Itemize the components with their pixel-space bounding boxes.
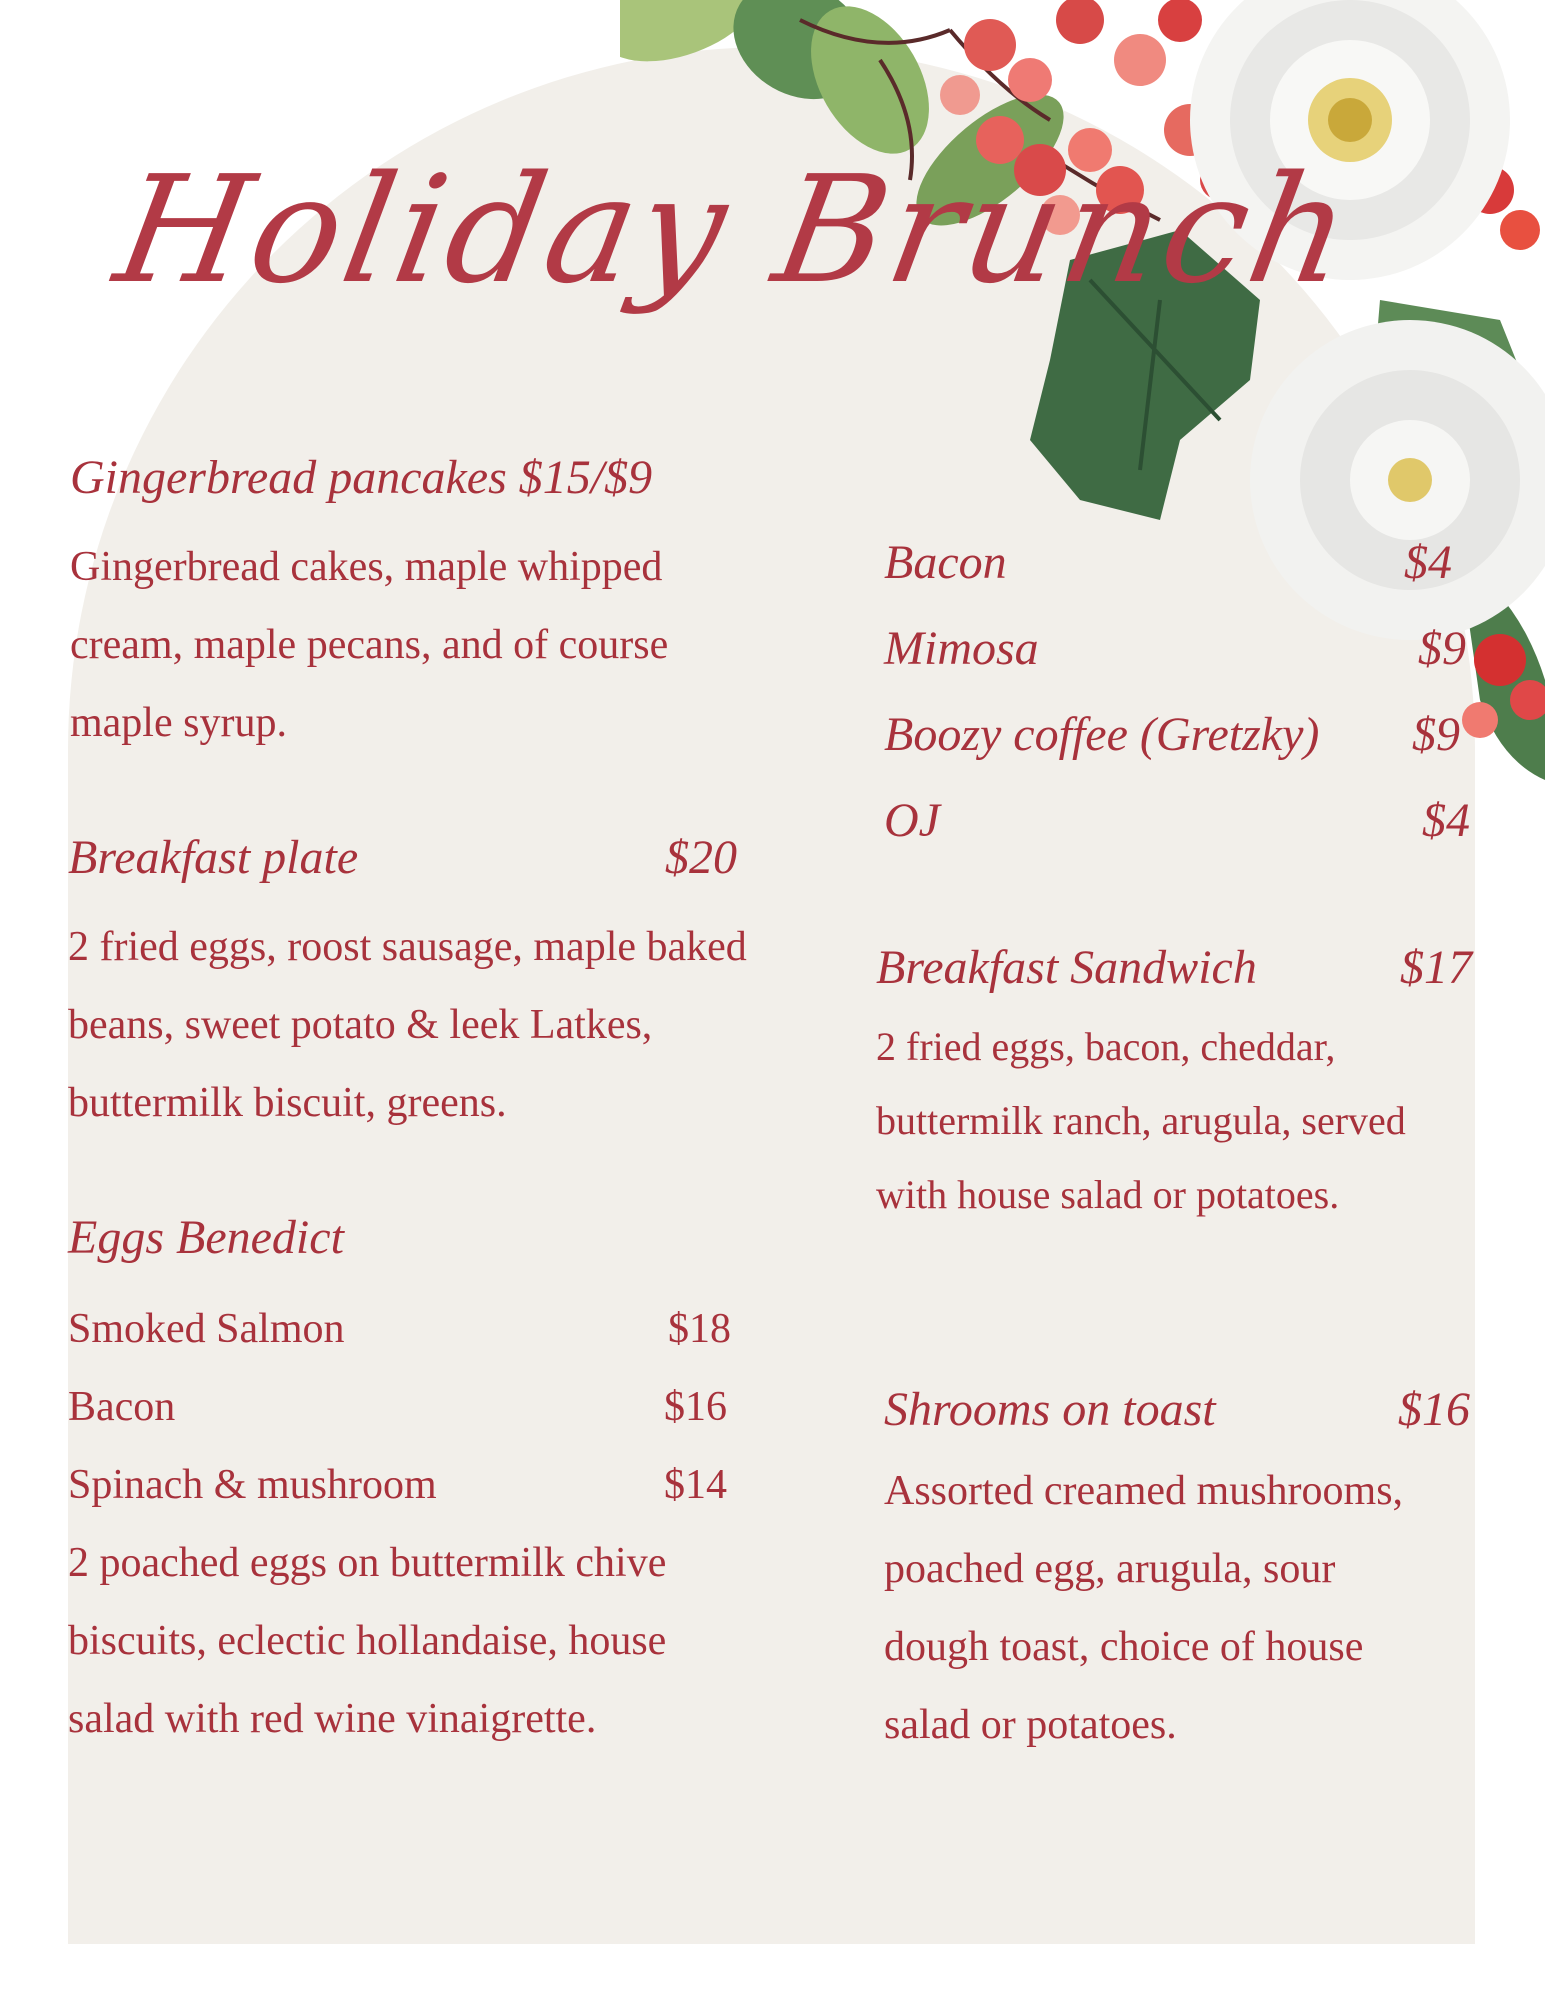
breakfast-plate-header (68, 828, 768, 888)
extra-item-price: $4 (1422, 794, 1470, 847)
extra-item-price: $9 (1418, 622, 1466, 675)
benedict-option-name: Smoked Salmon (68, 1306, 345, 1352)
extra-item-name: Boozy coffee (Gretzky) (884, 708, 1320, 761)
extra-item-name: OJ (884, 794, 940, 847)
benedict-option-price: $14 (664, 1462, 727, 1508)
eggs-benedict-options (68, 1290, 748, 1524)
benedict-option-name: Spinach & mushroom (68, 1462, 437, 1508)
benedict-option-price: $16 (664, 1384, 727, 1430)
benedict-option-price: $18 (668, 1306, 731, 1352)
gingerbread-description: Gingerbread cakes, maple whipped cream, maple pecans, and of course maple syrup. (70, 544, 669, 746)
eggs-benedict-description: 2 poached eggs on buttermilk chive biscuits, eclectic hollandaise, house salad with red wine vinaigrette. (68, 1540, 667, 1742)
benedict-option (68, 1446, 748, 1524)
extra-item (884, 692, 1484, 778)
extra-item-name: Bacon (884, 536, 1007, 589)
benedict-option-name: Bacon (68, 1384, 176, 1430)
extras-list (884, 520, 1484, 864)
breakfast-plate-section (68, 828, 768, 1142)
shrooms-section (884, 1380, 1484, 1764)
shrooms-name: Shrooms on toast (884, 1383, 1216, 1436)
breakfast-plate-description: 2 fried eggs, roost sausage, maple baked beans, sweet potato & leek Latkes, buttermilk biscuit, greens. (68, 924, 747, 1126)
breakfast-plate-name: Breakfast plate (68, 831, 359, 884)
shrooms-description: Assorted creamed mushrooms, poached egg, arugula, sour dough toast, choice of house salad or potatoes. (884, 1468, 1404, 1748)
breakfast-sandwich-section (876, 938, 1486, 1232)
breakfast-sandwich-name: Breakfast Sandwich (876, 941, 1257, 994)
shrooms-header (884, 1380, 1484, 1440)
extra-item (884, 778, 1484, 864)
breakfast-sandwich-price: $17 (1400, 941, 1472, 994)
gingerbread-heading: Gingerbread pancakes $15/$9 (70, 451, 653, 504)
breakfast-sandwich-header (876, 938, 1486, 998)
extra-item (884, 606, 1484, 692)
eggs-benedict-section (68, 1208, 748, 1758)
benedict-option (68, 1368, 748, 1446)
extra-item-price: $9 (1412, 708, 1460, 761)
gingerbread-section (70, 448, 770, 762)
shrooms-price: $16 (1398, 1383, 1470, 1436)
extra-item-name: Mimosa (884, 622, 1039, 675)
eggs-benedict-heading: Eggs Benedict (68, 1211, 344, 1264)
extra-item-price: $4 (1404, 536, 1452, 589)
benedict-option (68, 1290, 748, 1368)
menu-title: Holiday Brunch (104, 144, 1366, 316)
breakfast-plate-price: $20 (665, 831, 737, 884)
breakfast-sandwich-description: 2 fried eggs, bacon, cheddar, buttermilk ranch, arugula, served with house salad or potatoes. (876, 1024, 1406, 1217)
extra-item (884, 520, 1484, 606)
